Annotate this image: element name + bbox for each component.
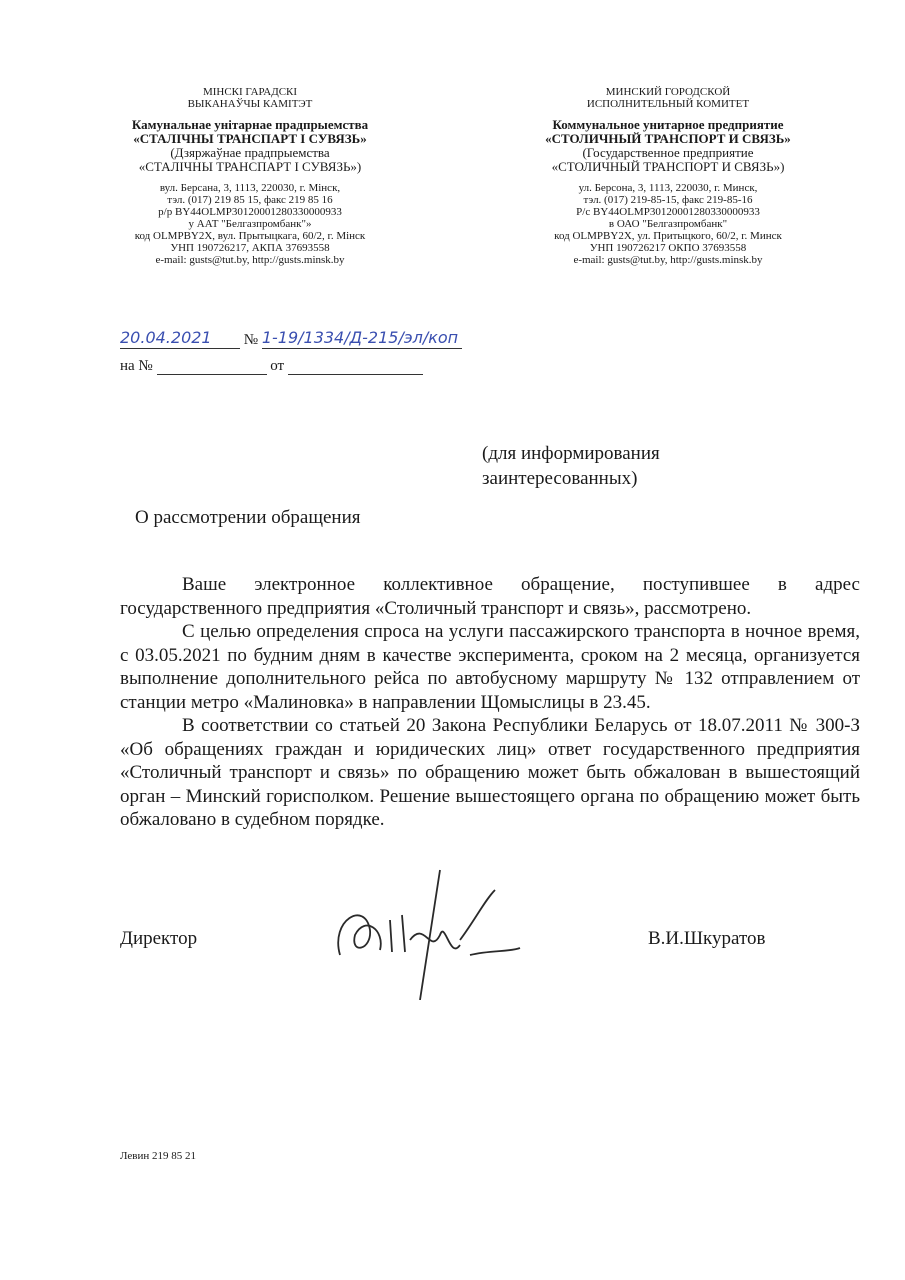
no-label: № — [243, 332, 259, 348]
gov-line: ИСПОЛНИТЕЛЬНЫЙ КОМИТЕТ — [586, 98, 750, 110]
gov-line: ВЫКАНАЎЧЫ КАМІТЭТ — [187, 98, 313, 110]
addr-line: УНП 190726217, АКПА 37693558 — [170, 242, 330, 254]
signatory-position: Директор — [120, 928, 198, 949]
addr-line: ул. Берсона, 3, 1113, 220030, г. Минск, — [578, 182, 758, 194]
org-line: Коммунальное унитарное предприятие — [552, 117, 784, 132]
addressee — [482, 441, 660, 491]
registration-block — [120, 328, 462, 380]
paragraph: В соответствии со статьей 20 Закона Республики Беларусь от 18.07.2011 № 300-З «Об обращениях граждан и юридических лиц» ответ государственного предприятия «Столичный транспорт и связь» по обращению может быть обжалован в вышестоящий орган – Минский горисполком. Решение вышестоящего органа по обращению может быть обжаловано в судебном порядке. — [120, 715, 860, 830]
addr-line: e-mail: gusts@tut.by, http://gusts.minsk.by — [155, 254, 345, 266]
subject: О рассмотрении обращения — [135, 507, 361, 528]
gov-line: МІНСКІ ГАРАДСКІ — [202, 86, 298, 98]
ref-date-blank — [288, 354, 423, 375]
addr-line: в ОАО "Белгазпромбанк" — [608, 218, 728, 230]
addr-line: вул. Берсана, 3, 1113, 220030, г. Мінск, — [159, 182, 341, 194]
executor: Левин 219 85 21 — [120, 1150, 196, 1162]
addr-line: код OLMPBY2X, вул. Прытыцкага, 60/2, г. Мінск — [134, 230, 366, 242]
addressee-line: заинтересованных) — [482, 468, 638, 489]
addressee-line: (для информирования — [482, 443, 660, 464]
addr-line: р/р BY44OLMP30120001280330000933 — [158, 206, 342, 218]
org-line: «СТАЛІЧНЫ ТРАНСПАРТ І СУВЯЗЬ» — [133, 131, 367, 146]
signatory-name: В.И.Шкуратов — [648, 928, 766, 949]
handwritten-signature — [310, 860, 550, 1000]
addr-line: код OLMPBY2X, ул. Притыцкого, 60/2, г. Минск — [554, 230, 782, 242]
reg-date: 20.04.2021 — [120, 328, 240, 349]
paragraph: С целью определения спроса на услуги пассажирского транспорта в ночное время, с 03.05.2021 по будним дням в качестве эксперимента, сроком на 2 месяца, организуется выполнение дополнительного рейса по автобусному маршруту № 132 отправлением от станции метро «Малиновка» в направлении Щомыслицы в 23.45. — [120, 621, 860, 713]
gov-line: МИНСКИЙ ГОРОДСКОЙ — [605, 86, 731, 98]
addr-line: тэл. (017) 219-85-15, факс 219-85-16 — [583, 194, 753, 206]
sub-line: (Дзяржаўнае прадпрыемства — [170, 145, 330, 160]
addr-line: УНП 190726217 ОКПО 37693558 — [589, 242, 747, 254]
ref-label: на № — [120, 358, 153, 374]
sub-line: «СТОЛИЧНЫЙ ТРАНСПОРТ И СВЯЗЬ») — [551, 159, 785, 174]
from-label: от — [270, 358, 285, 374]
paragraph: Ваше электронное коллективное обращение, поступившее в адрес государственного предприятия «Столичный транспорт и связь», рассмотрено. — [120, 574, 860, 619]
header-right — [503, 86, 833, 266]
reg-number: 1-19/1334/Д-215/эл/коп — [262, 328, 462, 349]
letter-body — [120, 573, 860, 832]
addr-line: у ААТ "Белгазпромбанк"» — [188, 218, 312, 230]
org-line: «СТОЛИЧНЫЙ ТРАНСПОРТ И СВЯЗЬ» — [545, 131, 791, 146]
sub-line: «СТАЛІЧНЫ ТРАНСПАРТ І СУВЯЗЬ») — [138, 159, 362, 174]
sub-line: (Государственное предприятие — [582, 145, 754, 160]
header-left — [85, 86, 415, 266]
ref-number-blank — [157, 354, 267, 375]
addr-line: Р/с BY44OLMP30120001280330000933 — [576, 206, 760, 218]
addr-line: тэл. (017) 219 85 15, факс 219 85 16 — [167, 194, 333, 206]
org-line: Камунальнае унітарнае прадпрыемства — [131, 117, 369, 132]
addr-line: e-mail: gusts@tut.by, http://gusts.minsk.by — [573, 254, 763, 266]
